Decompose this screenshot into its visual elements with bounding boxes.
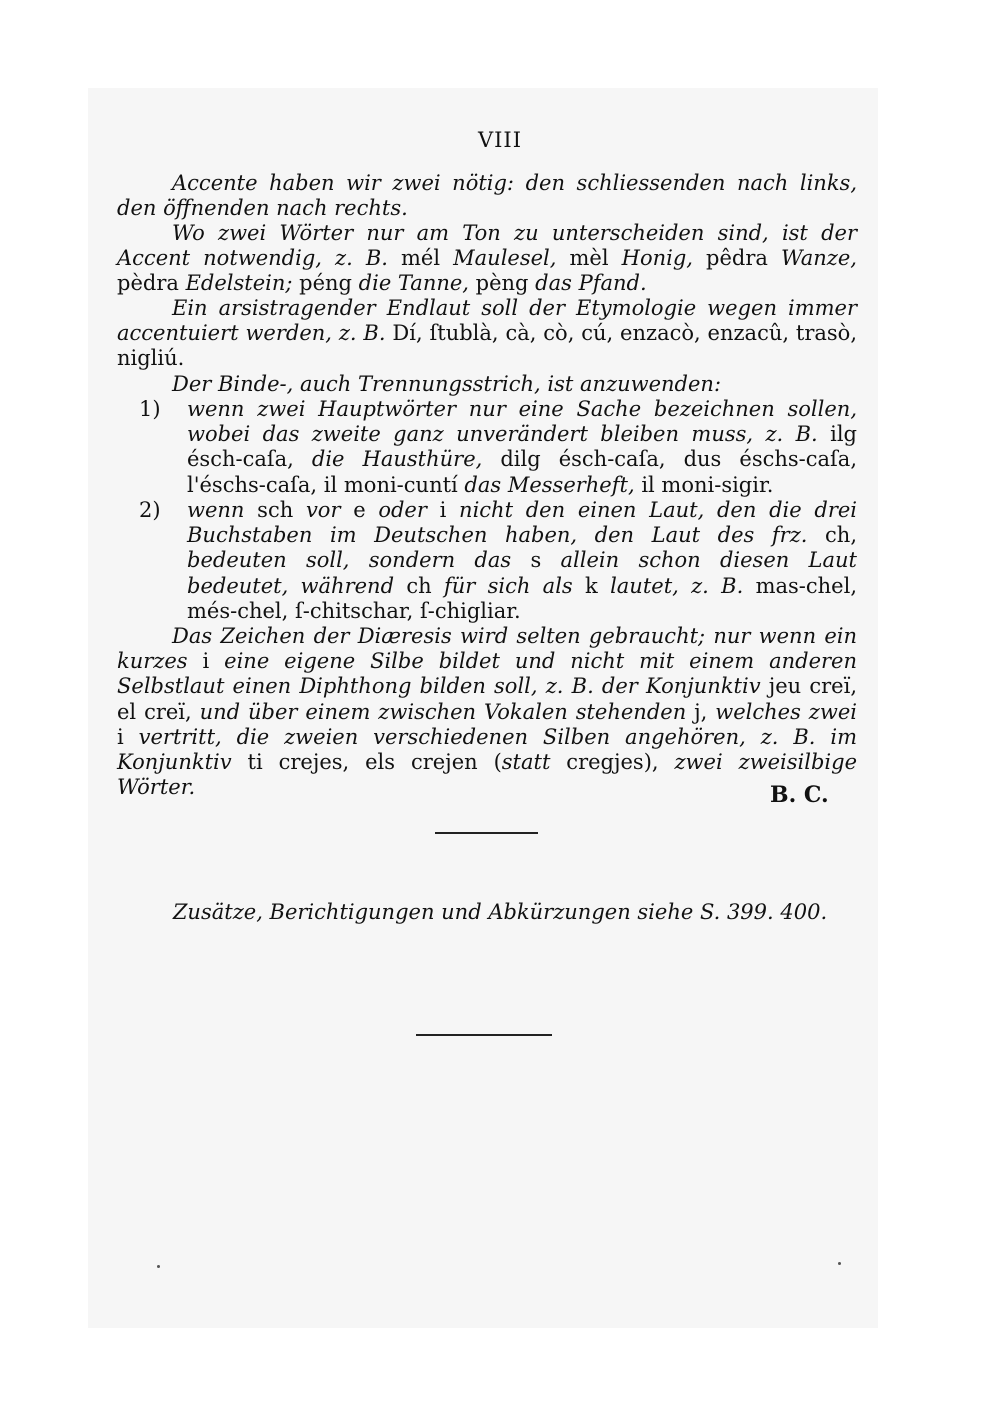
text-run: pêdra (692, 246, 781, 271)
text-run: oder (378, 498, 427, 522)
list-item-number: 2) (139, 498, 161, 522)
text-run: lautet, z. B. (610, 573, 744, 598)
text-run: wenn (187, 498, 245, 522)
text-run: wenn zwei Hauptwörter nur eine Sache bezeichnen sollen, wobei das zweite ganz unverändert bleiben muss, z. B. (187, 397, 857, 447)
text-run: k (572, 573, 611, 598)
list-item-text (187, 397, 857, 498)
text-run: ch (394, 573, 444, 598)
text-run: das Pfand. (535, 271, 647, 296)
text-run: Das Zeichen der Diæresis wird selten gebraucht; nur wenn ein kurzes (117, 624, 857, 674)
text-run: welches zwei (715, 699, 857, 724)
text-run: ti crejes, els crejen ( (231, 750, 502, 775)
text-run: péng (292, 271, 359, 296)
text-run: ch, (807, 523, 857, 548)
text-run: il moni-sigir. (634, 472, 774, 497)
text-run: Wo zwei Wörter nur am Ton zu unterscheiden sind, ist der Accent notwendig, z. B. (117, 221, 857, 271)
text-run: i (117, 724, 139, 749)
text-run: i (187, 649, 225, 674)
text-run: statt (501, 750, 551, 775)
text-run: j, (686, 699, 716, 724)
text-run: Edelstein; (185, 271, 293, 296)
text-run: cregjes), (550, 750, 675, 775)
paragraph-diaeresis (117, 624, 857, 800)
text-run: vertritt, die zweien verschiedenen Silben angehören, z. B. im Konjunktiv (117, 724, 857, 775)
text-run: s (511, 548, 561, 573)
text-run: mèl (556, 246, 622, 271)
text-run: mas-chel, més-chel, ſ-chitschar, ſ-chigliar. (187, 573, 858, 623)
text-run: Wanze, (781, 246, 857, 271)
divider-rule (416, 1034, 552, 1036)
paragraph-hyphen (117, 372, 857, 397)
text-run: mél (387, 246, 454, 271)
text-run: Ein arsistragender Endlaut soll der Etymologie wegen immer accentuiert werden, z. B. (117, 296, 857, 346)
paragraph-accents-text: Accente haben wir zwei nötig: den schliessenden nach links, den öffnenden nach rechts. (117, 171, 857, 221)
text-run: vor (305, 498, 341, 522)
text-run: sch (244, 498, 306, 522)
text-run: Maulesel, (453, 246, 557, 271)
paragraph-endlaut (117, 296, 857, 372)
text-run: ilg ésch-caſa, (187, 422, 857, 472)
text-run: eine eigene Silbe bildet und nicht mit einem anderen Selbstlaut einen Diphthong bilden soll, z. B. der Konjunktiv (117, 649, 857, 699)
text-run: nicht den einen Laut, den die drei Buchstaben im Deutschen haben, den Laut des frz. (187, 498, 857, 548)
text-run: für sich als (443, 573, 573, 598)
list-item (117, 397, 857, 498)
text-run: das Messerheft, (464, 472, 635, 497)
text-run: die Hausthüre, (311, 447, 483, 472)
text-run: i (426, 498, 460, 522)
list-item (117, 498, 857, 624)
text-run: und über einem zwischen Vokalen stehenden (199, 699, 687, 724)
paragraph-accents (117, 171, 857, 221)
addenda-note: Zusätze, Berichtigungen und Abkürzungen siehe S. 399. 400. (172, 900, 828, 924)
list-item-number: 1) (139, 397, 161, 421)
text-run: Der Binde-, auch Trennungsstrich, ist anzuwenden: (172, 372, 722, 396)
text-run: pèdra (117, 271, 186, 296)
text-run: Honig, (621, 246, 693, 271)
scan-speck (838, 1262, 841, 1265)
text-run: bedeuten soll, sondern das (187, 548, 512, 573)
list-item-text (187, 498, 857, 624)
paragraph-tone (117, 221, 857, 297)
text-run: dilg ésch-caſa, dus éschs-caſa, l'éschs-caſa, il moni-cuntí (187, 447, 857, 497)
scan-speck (157, 1265, 160, 1268)
page-number: VIII (477, 128, 523, 152)
text-run: pèng (468, 271, 536, 296)
text-run: Dí, ſtublà, cà, cò, cú, enzacò, enzacû, trasò, nigliú. (117, 321, 857, 371)
text-run: allein schon diesen Laut bedeutet, während (187, 548, 857, 598)
text-run: zwei zweisilbige Wörter. (117, 750, 858, 800)
signature-initials: B. C. (770, 782, 829, 808)
text-run: die Tanne, (358, 271, 469, 296)
divider-rule (435, 832, 538, 834)
text-run: e (340, 498, 379, 522)
text-run: jeu creï, el creï, (117, 674, 857, 724)
